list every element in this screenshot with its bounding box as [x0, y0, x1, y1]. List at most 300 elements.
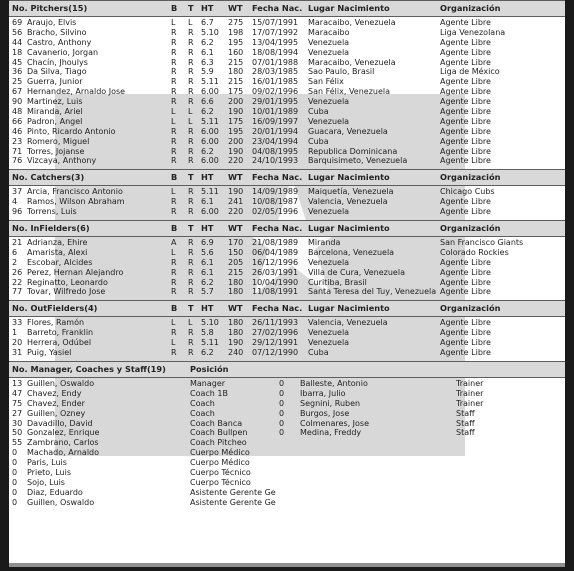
staff-name: Prieto, Luis [27, 467, 72, 477]
staff-name: Guillen, Ozney [27, 408, 86, 418]
staff-position: Trainer [456, 378, 484, 388]
column-header-lugar: Lugar Nacimiento [308, 223, 390, 234]
row-number: 6 [12, 247, 18, 257]
birth-date: 11/08/1991 [252, 287, 299, 297]
throws: R [188, 328, 194, 338]
player-name: Reginatto, Leonardo [27, 277, 108, 287]
section-header [9, 220, 565, 237]
table-row [9, 468, 565, 478]
staff-position: Coach [190, 408, 215, 418]
height: 6.2 [201, 277, 214, 287]
table-row [9, 117, 565, 127]
birth-place: Cuba [308, 348, 329, 358]
bats: A [171, 238, 177, 248]
height: 6.3 [201, 57, 214, 67]
height: 5.10 [201, 318, 219, 328]
height: 6.9 [201, 238, 214, 248]
staff-position: Cuerpo Médico [190, 458, 250, 468]
row-number: 0 [12, 458, 18, 468]
weight: 195 [228, 37, 244, 47]
throws: R [188, 77, 194, 87]
throws: L [188, 107, 193, 117]
bats: R [171, 257, 177, 267]
row-number: 0 [12, 477, 18, 487]
row-number: 1 [12, 328, 18, 338]
birth-date: 09/02/1996 [252, 87, 299, 97]
table-row [9, 248, 565, 258]
table-row [9, 87, 565, 97]
height: 6.2 [201, 37, 214, 47]
row-number: 4 [12, 197, 18, 207]
row-number: 26 [12, 267, 23, 277]
birth-place: Venezuela [308, 116, 350, 126]
column-header-t: T [188, 172, 194, 183]
column-header-org: Organización [440, 223, 501, 234]
organization: Agente Libre [440, 318, 491, 328]
birth-place: Maracaibo, Venezuela [308, 18, 396, 27]
weight: 190 [228, 338, 244, 348]
birth-place: Venezuela [308, 47, 350, 57]
player-name: Guerra, Junior [27, 77, 83, 87]
row-number: 0 [279, 398, 285, 408]
row-number: 0 [279, 408, 285, 418]
column-header-ht: HT [201, 3, 214, 13]
row-number: 0 [279, 388, 285, 398]
staff-position: Staff [456, 428, 475, 438]
table-row [9, 28, 565, 38]
table-row [9, 207, 565, 217]
column-header-lugar: Lugar Nacimiento [308, 172, 390, 183]
bats: L [171, 187, 176, 197]
page-edge [9, 563, 565, 567]
roster-content [9, 0, 565, 508]
player-name: Miranda, Ariel [27, 107, 83, 117]
column-header-wt: WT [228, 172, 243, 183]
row-number: 50 [12, 428, 23, 438]
row-number: 0 [279, 428, 285, 438]
birth-place: Venezuela [308, 338, 350, 348]
table-row [9, 458, 565, 468]
player-name: Flores, Ramón [27, 318, 85, 328]
staff-name: Balleste, Antonio [300, 378, 368, 388]
table-row [9, 147, 565, 157]
player-name: Puig, Yasiel [27, 348, 72, 358]
table-row [9, 48, 565, 58]
section-header [9, 361, 565, 378]
throws: L [188, 318, 193, 328]
height: 6.00 [201, 126, 219, 136]
staff-name: Sojo, Luis [27, 477, 65, 487]
height: 6.2 [201, 146, 214, 156]
table-row [9, 419, 565, 429]
table-row [9, 379, 565, 389]
player-name: Perez, Hernan Alejandro [27, 267, 124, 277]
weight: 275 [228, 18, 244, 27]
bats: L [171, 116, 176, 126]
table-row [9, 399, 565, 409]
organization: Agente Libre [440, 156, 491, 166]
section-title: No. OutFielders(4) [12, 303, 98, 314]
birth-date: 21/08/1989 [252, 238, 299, 248]
staff-position: Manager [190, 378, 226, 388]
column-header-b: B [171, 172, 178, 183]
birth-place: Sao Paulo, Brasil [308, 67, 375, 77]
staff-name: Zambrano, Carlos [27, 438, 99, 448]
bats: R [171, 37, 177, 47]
height: 5.6 [201, 247, 214, 257]
birth-date: 06/04/1989 [252, 247, 299, 257]
throws: L [188, 116, 193, 126]
organization: Chicago Cubs [440, 187, 495, 197]
table-row [9, 107, 565, 117]
organization: Agente Libre [440, 57, 491, 67]
weight: 190 [228, 107, 244, 117]
table-row [9, 127, 565, 137]
weight: 215 [228, 267, 244, 277]
throws: R [188, 207, 194, 217]
birth-place: Maiquetía, Venezuela [308, 187, 394, 197]
row-number: 37 [12, 187, 23, 197]
birth-place: Venezuela [308, 257, 350, 267]
row-number: 27 [12, 408, 23, 418]
column-header-b: B [171, 3, 178, 13]
birth-place: Santa Teresa del Tuy, Venezuela [308, 287, 437, 297]
bats: R [171, 348, 177, 358]
row-number: 90 [12, 97, 23, 107]
bats: R [171, 47, 177, 57]
bats: R [171, 136, 177, 146]
weight: 180 [228, 287, 244, 297]
weight: 240 [228, 348, 244, 358]
height: 6.00 [201, 136, 219, 146]
bats: R [171, 277, 177, 287]
bats: R [171, 287, 177, 297]
birth-place: San Félix, Venezuela [308, 87, 391, 97]
column-header-fecha: Fecha Nac. [252, 303, 303, 314]
table-row [9, 187, 565, 197]
column-header-org: Organización [440, 172, 501, 183]
row-number: 20 [12, 338, 23, 348]
weight: 205 [228, 257, 244, 267]
bats: R [171, 67, 177, 77]
table-row [9, 258, 565, 268]
height: 6.6 [201, 97, 214, 107]
throws: R [188, 247, 194, 257]
bats: R [171, 97, 177, 107]
table-row [9, 338, 565, 348]
row-number: 46 [12, 126, 23, 136]
height: 5.11 [201, 338, 219, 348]
height: 6.1 [201, 267, 214, 277]
staff-name: Davadillo, David [27, 418, 93, 428]
height: 6.2 [201, 107, 214, 117]
table-row [9, 58, 565, 68]
height: 6.00 [201, 207, 219, 217]
height: 5.11 [201, 116, 219, 126]
staff-name: Paris, Luis [27, 458, 67, 468]
birth-place: Maracaibo, Venezuela [308, 57, 396, 67]
throws: R [188, 37, 194, 47]
organization: Agente Libre [440, 126, 491, 136]
player-name: Vizcaya, Anthony [27, 156, 97, 166]
player-name: Martinez, Luis [27, 97, 83, 107]
table-row [9, 18, 565, 28]
throws: L [188, 18, 193, 27]
table-row [9, 238, 565, 248]
staff-name: Guillen, Oswaldo [27, 497, 95, 507]
staff-position: Asistente Gerente Ge [190, 497, 276, 507]
staff-position: Coach Pitcheo [190, 438, 247, 448]
organization: Agente Libre [440, 277, 491, 287]
staff-position: Asistente Gerente Ge [190, 487, 276, 497]
column-header-lugar: Lugar Nacimiento [308, 3, 390, 13]
height: 6.7 [201, 18, 214, 27]
height: 6.2 [201, 348, 214, 358]
column-header-wt: WT [228, 223, 243, 234]
throws: R [188, 136, 194, 146]
throws: R [188, 47, 194, 57]
row-number: 56 [12, 27, 23, 37]
column-header-lugar: Lugar Nacimiento [308, 303, 390, 314]
row-number: 67 [12, 87, 23, 97]
column-header-wt: WT [228, 3, 243, 13]
row-number: 0 [12, 497, 18, 507]
weight: 175 [228, 116, 244, 126]
birth-date: 10/04/1990 [252, 277, 299, 287]
staff-name: Gonzalez, Enrique [27, 428, 100, 438]
row-number: 22 [12, 277, 23, 287]
staff-position: Staff [456, 418, 475, 428]
player-name: Romero, Miguel [27, 136, 90, 146]
player-name: Chacín, Jhoulys [27, 57, 88, 67]
row-number: 21 [12, 238, 23, 248]
birth-date: 07/12/1990 [252, 348, 299, 358]
throws: R [188, 27, 194, 37]
throws: R [188, 146, 194, 156]
organization: Agente Libre [440, 348, 491, 358]
birth-date: 16/09/1997 [252, 116, 299, 126]
bats: L [171, 18, 176, 27]
table-row [9, 478, 565, 488]
weight: 180 [228, 318, 244, 328]
row-number: 47 [12, 388, 23, 398]
row-number: 66 [12, 116, 23, 126]
birth-place: Venezuela [308, 328, 350, 338]
staff-name: Medina, Freddy [300, 428, 362, 438]
staff-position: Trainer [456, 388, 484, 398]
staff-name: Ibarra, Julio [300, 388, 346, 398]
birth-date: 18/08/1994 [252, 47, 299, 57]
row-number: 0 [279, 378, 285, 388]
row-number: 69 [12, 18, 23, 27]
player-name: Da Silva, Tiago [27, 67, 87, 77]
organization: Agente Libre [440, 287, 491, 297]
throws: R [188, 67, 194, 77]
staff-position: Coach Banca [190, 418, 243, 428]
row-number: 44 [12, 37, 23, 47]
weight: 150 [228, 247, 244, 257]
bats: L [171, 318, 176, 328]
player-name: Arcia, Francisco Antonio [27, 187, 123, 197]
row-number: 36 [12, 67, 23, 77]
birth-date: 17/07/1992 [252, 27, 299, 37]
throws: R [188, 257, 194, 267]
organization: Agente Libre [440, 257, 491, 267]
bats: R [171, 197, 177, 207]
player-name: Herrera, Odúbel [27, 338, 92, 348]
player-name: Adrianza, Ehire [27, 238, 88, 248]
table-row [9, 197, 565, 207]
birth-date: 29/01/1995 [252, 97, 299, 107]
weight: 220 [228, 207, 244, 217]
birth-place: Barcelona, Venezuela [308, 247, 395, 257]
organization: Agente Libre [440, 146, 491, 156]
section-header [9, 300, 565, 317]
staff-name: Machado, Arnaldo [27, 448, 100, 458]
column-header-t: T [188, 223, 194, 234]
row-number: 23 [12, 136, 23, 146]
row-number: 13 [12, 378, 23, 388]
bats: R [171, 87, 177, 97]
section-title: No. Pitchers(15) [12, 3, 88, 13]
section-header [9, 0, 565, 17]
height: 5.11 [201, 77, 219, 87]
weight: 220 [228, 156, 244, 166]
birth-date: 26/11/1993 [252, 318, 299, 328]
birth-place: Venezuela [308, 37, 350, 47]
table-row [9, 97, 565, 107]
bats: R [171, 77, 177, 87]
staff-name: Segnini, Ruben [300, 398, 361, 408]
player-name: Ramos, Wilson Abraham [27, 197, 125, 207]
throws: R [188, 277, 194, 287]
player-name: Cavanerio, Jorgan [27, 47, 99, 57]
organization: Agente Libre [440, 18, 491, 27]
weight: 170 [228, 238, 244, 248]
throws: R [188, 187, 194, 197]
player-name: Tovar, Wilfredo Jose [27, 287, 106, 297]
column-header-b: B [171, 303, 178, 314]
column-header-b: B [171, 223, 178, 234]
height: 5.9 [201, 67, 214, 77]
birth-date: 14/09/1989 [252, 187, 299, 197]
organization: Agente Libre [440, 207, 491, 217]
table-row [9, 278, 565, 288]
throws: R [188, 97, 194, 107]
organization: Agente Libre [440, 87, 491, 97]
player-name: Pinto, Ricardo Antonio [27, 126, 116, 136]
row-number: 2 [12, 257, 18, 267]
row-number: 31 [12, 348, 23, 358]
row-number: 76 [12, 156, 23, 166]
weight: 241 [228, 197, 244, 207]
staff-position: Coach [190, 398, 215, 408]
organization: Agente Libre [440, 338, 491, 348]
roster-sheet [9, 0, 565, 567]
column-header-ht: HT [201, 223, 214, 234]
organization: Agente Libre [440, 328, 491, 338]
player-name: Araujo, Elvis [27, 18, 77, 27]
column-header-fecha: Fecha Nac. [252, 3, 303, 13]
bats: L [171, 247, 176, 257]
player-name: Hernandez, Arnaldo Jose [27, 87, 126, 97]
weight: 200 [228, 97, 244, 107]
birth-date: 23/04/1994 [252, 136, 299, 146]
player-name: Escobar, Alcides [27, 257, 93, 267]
column-header-ht: HT [201, 172, 214, 183]
bats: R [171, 207, 177, 217]
staff-position: Coach Bullpen [190, 428, 248, 438]
table-row [9, 38, 565, 48]
row-number: 71 [12, 146, 23, 156]
player-name: Padron, Angel [27, 116, 83, 126]
table-row [9, 448, 565, 458]
row-number: 30 [12, 418, 23, 428]
row-number: 55 [12, 438, 23, 448]
throws: R [188, 126, 194, 136]
weight: 190 [228, 146, 244, 156]
height: 5.8 [201, 328, 214, 338]
birth-place: Barquisimeto, Venezuela [308, 156, 408, 166]
row-number: 48 [12, 107, 23, 117]
staff-name: Chavez, Endy [27, 388, 82, 398]
throws: R [188, 87, 194, 97]
row-number: 18 [12, 47, 23, 57]
birth-date: 10/08/1987 [252, 197, 299, 207]
birth-place: Cuba [308, 136, 329, 146]
organization: Liga Venezolana [440, 27, 506, 37]
staff-name: Chavez, Ender [27, 398, 85, 408]
section-header [9, 169, 565, 186]
player-name: Torres, Jojanse [27, 146, 85, 156]
staff-position: Cuerpo Médico [190, 448, 250, 458]
table-row [9, 268, 565, 278]
height: 6.00 [201, 156, 219, 166]
column-header-ht: HT [201, 303, 214, 314]
birth-date: 16/12/1996 [252, 257, 299, 267]
birth-place: San Félix [308, 77, 344, 87]
bats: R [171, 156, 177, 166]
birth-place: Curitiba, Brasil [308, 277, 367, 287]
birth-place: Valencia, Venezuela [308, 197, 388, 207]
height: 6.1 [201, 47, 214, 57]
staff-name: Burgos, Jose [300, 408, 350, 418]
throws: R [188, 57, 194, 67]
weight: 160 [228, 47, 244, 57]
row-number: 0 [12, 487, 18, 497]
staff-position: Coach 1B [190, 388, 228, 398]
staff-position: Cuerpo Técnico [190, 467, 251, 477]
birth-date: 10/01/1989 [252, 107, 299, 117]
staff-position: Staff [456, 408, 475, 418]
bats: R [171, 126, 177, 136]
organization: Liga de México [440, 67, 500, 77]
birth-place: Venezuela [308, 97, 350, 107]
throws: R [188, 348, 194, 358]
bats: L [171, 338, 176, 348]
row-number: 0 [279, 418, 285, 428]
player-name: Amarista, Alexi [27, 247, 88, 257]
row-number: 45 [12, 57, 23, 67]
table-row [9, 438, 565, 448]
birth-date: 27/02/1996 [252, 328, 299, 338]
throws: R [188, 287, 194, 297]
organization: Agente Libre [440, 77, 491, 87]
table-row [9, 77, 565, 87]
organization: Agente Libre [440, 47, 491, 57]
organization: Agente Libre [440, 116, 491, 126]
column-header-t: T [188, 303, 194, 314]
